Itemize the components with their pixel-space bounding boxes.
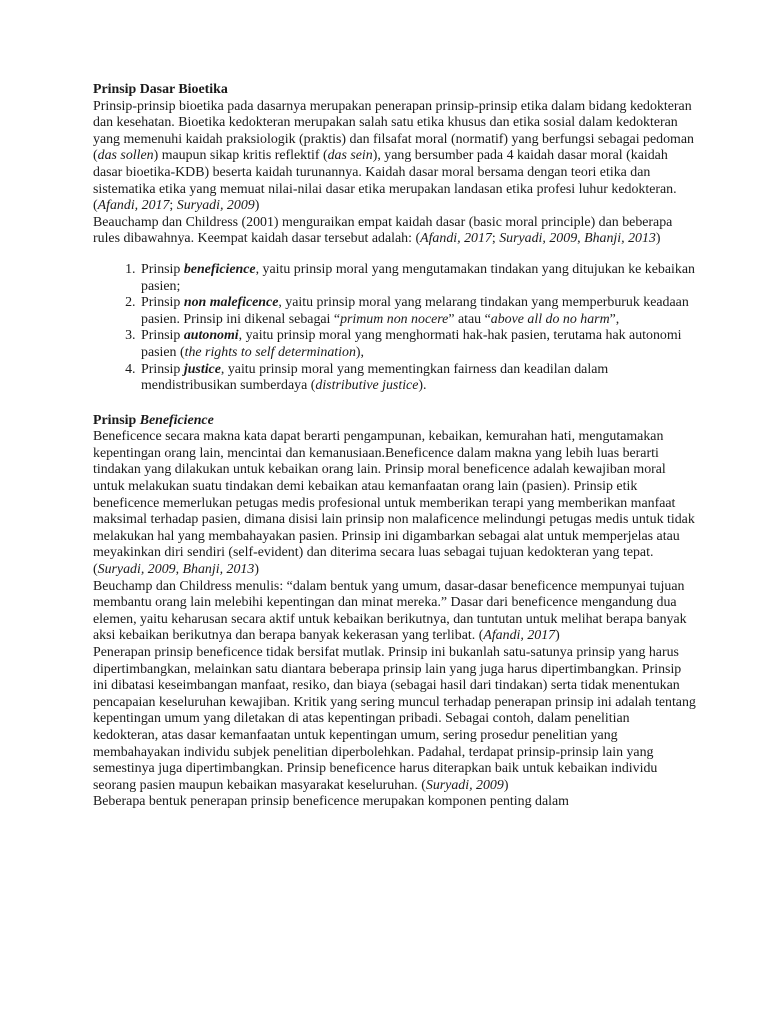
paragraph-beuchamp-quote (93, 579, 698, 645)
text-run: ) (254, 562, 259, 578)
citation: Suryadi, 2009 (176, 198, 255, 214)
citation: Bhanji, 2013 (584, 231, 656, 247)
citation: Suryadi, 2009 (499, 231, 578, 247)
text-run: ”, (609, 311, 620, 327)
text-run: , (175, 562, 183, 578)
text-run: Prinsip-prinsip bioetika pada dasarnya merupakan penerapan prinsip-prinsip etika dalam bidang kedokteran dan kesehatan. Bioetika kedokteran merupakan salah satu etika khusus dan etika sosial dalam kedokteran yang memenuhi kaidah praksiologik (praktis) dan filsafat moral (normatif) yang berfungsi sebagai pedoman ( (93, 98, 694, 164)
italic-term: the rights to self determination (184, 344, 356, 360)
title-text: Prinsip (93, 412, 140, 428)
text-run: ) (655, 231, 661, 247)
principles-list (93, 262, 698, 395)
paragraph-beauchamp-childress (93, 215, 698, 248)
list-item-justice (139, 362, 698, 395)
section-title-prinsip-beneficience (93, 413, 698, 430)
text-run: Beuchamp dan Childress menulis: “dalam bentuk yang umum, dasar-dasar beneficence mempunyai tujuan membantu orang lain melebihi kepentingan dan minat mereka.” Dasar dari beneficence mengandung dua elemen, yaitu keharusan secara aktif untuk kebaikan berikutnya, dan tuntutan untuk melihat berapa banyak aksi kebaikan berikutnya dan berapa banyak kekerasan yang terlibat. ( (93, 578, 687, 644)
text-run: Beberapa bentuk penerapan prinsip beneficence merupakan komponen penting dalam (93, 794, 569, 810)
citation: Afandi, 2017 (420, 231, 492, 247)
text-run: , (577, 231, 585, 247)
principle-term: autonomi (183, 328, 239, 344)
section-title-prinsip-dasar-bioetika: Prinsip Dasar Bioetika (93, 82, 228, 97)
italic-term: above all do no harm (490, 311, 610, 327)
text-run: ) (503, 777, 509, 793)
citation: Suryadi, 2009 (97, 562, 176, 578)
text-run: Penerapan prinsip beneficence tidak bersifat mutlak. Prinsip ini bukanlah satu-satunya prinsip yang harus dipertimbangkan, melainkan satu diantara beberapa prinsip lain yang juga harus dipertimbangkan. Prinsip ini dibatasi keseimbangan manfaat, resiko, dan biaya (sebagai hasil dari tindakan) serta tidak menentukan pencapaian keseluruhan kewajiban. Kritik yang sering muncul terhadap penerapan prinsip ini adalah tentang kepentingan umum yang diletakan di atas kepentingan pribadi. Sebagai contoh, dalam penelitian kedokteran, atas dasar kemanfaatan untuk kepentingan umum, sering prosedur penelitian yang membahayakan individu subjek penelitian diperbolehkan. Padahal, terdapat prinsip-prinsip lain yang semestinya juga dipertimbangkan. Prinsip beneficence harus diterapkan baik untuk kebaikan individu seorang pasien maupun kebaikan masyarakat keseluruhan. ( (93, 645, 696, 793)
citation: Suryadi, 2009 (425, 777, 504, 793)
text-run: ” atau “ (448, 311, 491, 327)
text-run: ; (169, 198, 177, 214)
paragraph-penerapan-prinsip (93, 645, 698, 794)
paragraph-bioetika-intro (93, 99, 698, 215)
list-item-non-maleficence (139, 295, 698, 328)
italic-term: distributive justice (315, 378, 419, 394)
text-run: ) (254, 198, 260, 214)
text-run: ) maupun sikap kritis reflektif ( (153, 148, 328, 164)
text-run: , yaitu prinsip moral yang mementingkan fairness dan keadilan dalam mendistribusikan sumberdaya ( (141, 361, 609, 394)
title-italic: Beneficience (139, 412, 214, 428)
paragraph-beberapa-bentuk (93, 794, 698, 811)
text-run: , yaitu prinsip moral yang menghormati hak-hak pasien, terutama hak autonomi pasien ( (141, 328, 682, 360)
text-run: Prinsip (141, 261, 184, 277)
citation: Bhanji, 2013 (182, 562, 255, 578)
text-run: Prinsip (141, 295, 184, 311)
text-run: ). (418, 378, 427, 394)
italic-term: primum non nocere (340, 311, 449, 327)
principle-term: beneficience (183, 261, 256, 277)
list-item-beneficience (139, 262, 698, 295)
text-run: , yaitu prinsip moral yang melarang tindakan yang memperburuk keadaan pasien. Prinsip ini dikenal sebagai “ (141, 295, 689, 327)
text-run: Prinsip (141, 361, 184, 377)
italic-term: das sollen (97, 148, 154, 164)
text-run: ), yang bersumber pada 4 kaidah dasar moral (kaidah dasar bioetika-KDB) beserta kaidah turunannya. Kaidah dasar moral bersama dengan teori etika dan sistematika etika yang memuat nilai-nilai dasar etika merupakan landasan etika profesi luhur kedokteran. ( (93, 148, 677, 214)
principle-term: justice (183, 361, 221, 377)
text-run: Beauchamp dan Childress (2001) menguraikan empat kaidah dasar (basic moral principle) dan beberapa rules dibawahnya. Keempat kaidah dasar tersebut adalah: ( (93, 214, 673, 247)
text-run: Beneficence secara makna kata dapat berarti pengampunan, kebaikan, kemurahan hati, mengutamakan kepentingan orang lain, mencintai dan kemanusiaan.Beneficence dalam makna yang lebih luas berarti tindakan yang dilakukan untuk kebaikan orang lain. Prinsip moral beneficence adalah kewajiban moral untuk melakukan suatu tindakan demi kebaikan atau kemanfaatan orang lain (pasien). Prinsip etik beneficence memerlukan petugas medis profesional untuk memberikan terapi yang memberikan manfaat maksimal terhadap pasien, dimana disisi lain prinsip non malaficence melindungi petugas medis untuk tidak melakukan hal yang membahayakan pasien. Prinsip ini digambarkan sebagai alat untuk memperjelas atau meyakinkan diri sendiri (self-evident) dan diterima secara luas sebagai tujuan kedokteran yang tepat. ( (93, 429, 695, 578)
italic-term: das sein (327, 148, 373, 164)
paragraph-beneficence-definition (93, 429, 698, 578)
text-run: Prinsip (141, 328, 184, 344)
list-item-autonomi (139, 328, 698, 361)
text-run: ) (555, 628, 560, 644)
principle-term: non maleficence (183, 295, 279, 311)
citation: Afandi, 2017 (483, 628, 556, 644)
text-run: ; (491, 231, 500, 247)
text-run: ), (355, 344, 365, 360)
citation: Afandi, 2017 (97, 198, 170, 214)
text-run: , yaitu prinsip moral yang mengutamakan tindakan yang ditujukan ke kebaikan pasien; (141, 261, 695, 294)
